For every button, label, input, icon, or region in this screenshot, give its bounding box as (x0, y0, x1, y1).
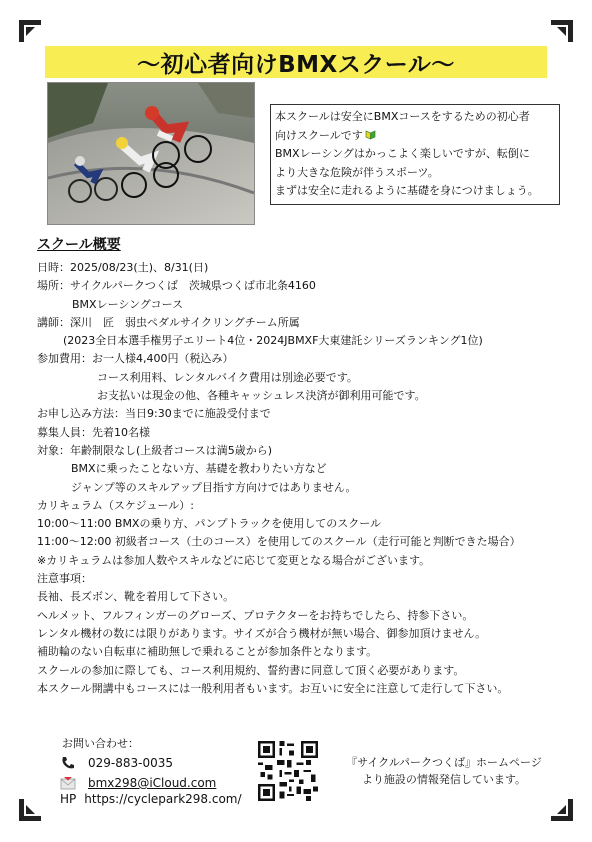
target-line-3: ジャンプ等のスキルアップ目指す方向けではありません。 (71, 480, 357, 494)
website-link[interactable]: https://cyclepark298.com/ (84, 792, 242, 806)
fee-line: 参加費用：お一人様4,400円（税込み） (37, 352, 234, 366)
intro-line: 本スクールは安全にBMXコースをするための初心者 (275, 110, 530, 123)
corner-ornament-top-right (549, 18, 575, 44)
contact-heading: お問い合わせ： (62, 737, 139, 750)
hp-label: HP (60, 792, 77, 806)
intro-line: まずは安全に走れるように基礎を身につけましょう。 (275, 184, 539, 197)
phone-icon (60, 756, 76, 770)
note-item: 補助輪のない自転車に補助無しで乗れることが参加条件となります。 (37, 645, 378, 659)
note-item: レンタル機材の数には限りがあります。サイズが合う機材が無い場合、御参加頂けません。 (37, 626, 487, 640)
curriculum-item: 11:00〜12:00 初級者コース（土のコース）を使用してのスクール（走行可能と判断できた場合） (37, 535, 521, 549)
fee-line-3: お支払いは現金の他、各種キャッシュレス決済が御利用可能です。 (97, 389, 426, 403)
apply-line: お申し込み方法：当日9:30までに施設受付まで (37, 407, 271, 421)
fee-line-2: コース利用料、レンタルバイク費用は別途必要です。 (97, 370, 358, 384)
instructor-record: (2023全日本選手権男子エリート4位・2024JBMXF大東建託シリーズランキング1位) (63, 334, 483, 348)
homepage-note-line: より施設の情報発信しています。 (361, 773, 527, 786)
curriculum-note: ※カリキュラムは参加人数やスキルなどに応じて変更となる場合がございます。 (37, 553, 431, 567)
corner-ornament-top-left (17, 18, 43, 44)
website-row (60, 792, 242, 806)
note-item: 本スクール開講中もコースには一般利用者もいます。お互いに安全に注意して走行して下さい。 (37, 681, 509, 695)
curriculum-heading: カリキュラム（スケジュール）: (37, 498, 194, 512)
note-item: ヘルメット、フルフィンガーのグローズ、プロテクターをお持ちでしたら、持参下さい。 (37, 608, 474, 622)
email-row (60, 776, 216, 790)
mail-icon (60, 776, 76, 790)
corner-ornament-bottom-left (17, 797, 43, 823)
phone-row (60, 756, 173, 770)
email-link[interactable]: bmx298@iCloud.com (88, 776, 217, 790)
place-line: 場所：サイクルパークつくば 茨城県つくば市北条4160 (37, 279, 316, 293)
date-line: 日時：2025/08/23(土)、8/31(日) (37, 261, 209, 274)
qr-code[interactable] (258, 741, 318, 801)
page-title: 〜初心者向けBMXスクール〜 (137, 51, 455, 78)
school-overview (37, 236, 557, 698)
title-banner (45, 46, 547, 78)
notes-heading: 注意事項： (37, 572, 92, 586)
section-heading: スクール概要 (37, 237, 121, 253)
curriculum-item: 10:00〜11:00 BMXの乗り方、パンプトラックを使用してのスクール (37, 517, 382, 531)
beginner-leaf-icon (365, 129, 376, 140)
homepage-note-line: 『サイクルパークつくば』ホームページ (346, 756, 542, 769)
homepage-note (334, 754, 554, 788)
instructor-line: 講師：深川 匠 弱虫ペダルサイクリングチーム所属 (37, 315, 300, 329)
intro-line: 向けスクールです (275, 127, 555, 146)
capacity-line: 募集人員：先着10名様 (37, 425, 150, 439)
note-item: スクールの参加に際しても、コース利用規約、誓約書に同意して頂く必要があります。 (37, 663, 465, 677)
intro-line: より大きな危険が伴うスポーツ。 (275, 165, 439, 179)
note-item: 長袖、長ズボン、靴を着用して下さい。 (37, 590, 235, 604)
place-line-2: BMXレーシングコース (72, 297, 184, 311)
target-line-2: BMXに乗ったことない方、基礎を教わりたい方など (71, 462, 327, 476)
intro-line: BMXレーシングはかっこよく楽しいですが、転倒に (275, 147, 530, 160)
corner-ornament-bottom-right (549, 797, 575, 823)
intro-box (270, 104, 560, 205)
phone-number[interactable]: 029-883-0035 (88, 756, 174, 770)
bmx-race-photo (47, 82, 255, 225)
target-line: 対象：年齢制限なし(上級者コースは満5歳から) (37, 443, 273, 457)
